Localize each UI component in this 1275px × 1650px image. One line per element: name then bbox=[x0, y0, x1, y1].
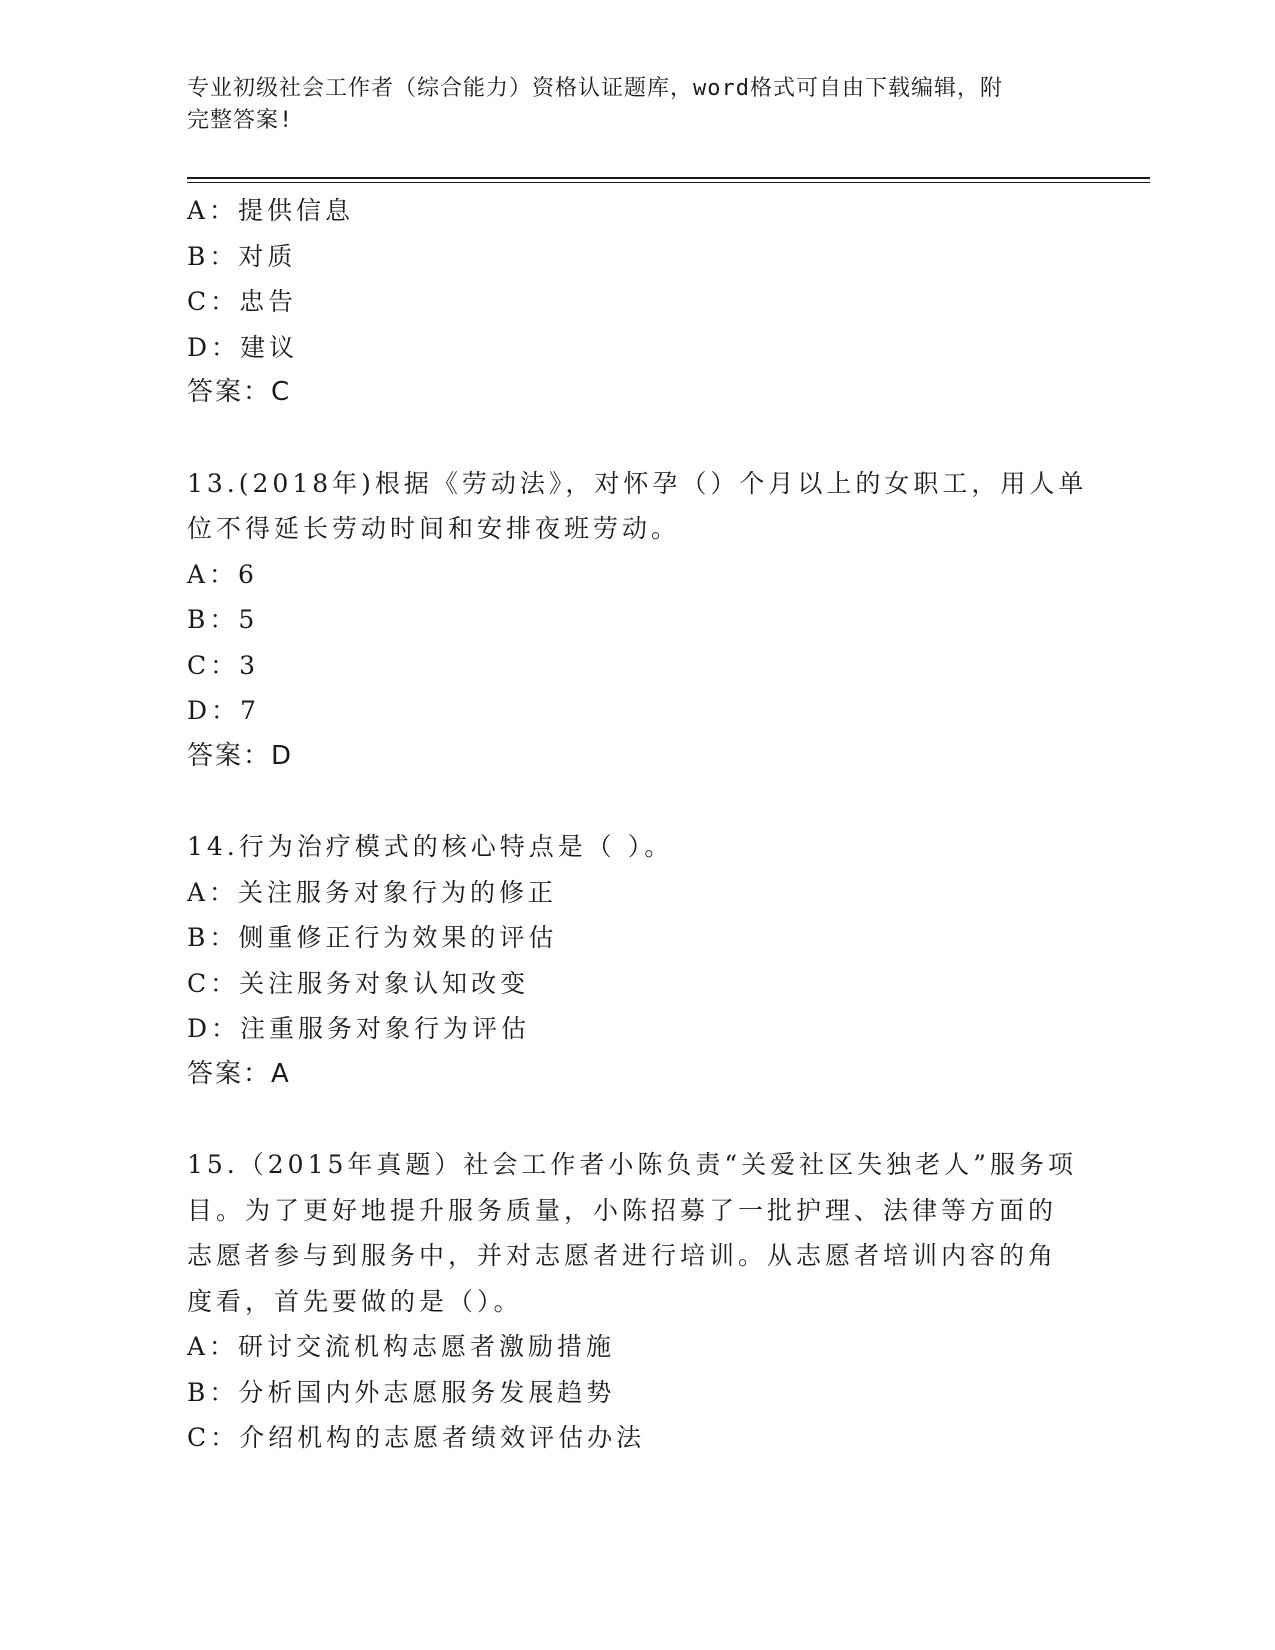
header-title-line-1: 专业初级社会工作者（综合能力）资格认证题库，word格式可自由下载编辑，附 bbox=[187, 76, 1003, 101]
question-text-line: 位不得延长劳动时间和安排夜班劳动。 bbox=[187, 514, 681, 543]
question-15 bbox=[187, 1142, 1087, 1461]
option-d: D：7 bbox=[187, 696, 260, 725]
question-text-line: 15.（2015年真题）社会工作者小陈负责“关爱社区失独老人”服务项 bbox=[187, 1150, 1077, 1179]
question-12 bbox=[187, 188, 1087, 416]
question-text-line: 度看，首先要做的是（）。 bbox=[187, 1286, 523, 1316]
option-b: B：对质 bbox=[187, 241, 297, 271]
option-b: B：分析国内外志愿服务发展趋势 bbox=[187, 1377, 616, 1407]
option-c: C：关注服务对象认知改变 bbox=[187, 968, 530, 998]
option-a: A：提供信息 bbox=[187, 196, 355, 225]
spacer bbox=[187, 779, 1087, 824]
spacer bbox=[187, 416, 1087, 461]
spacer bbox=[187, 1097, 1087, 1142]
question-text-line: 13.(2018年)根据《劳动法》，对怀孕（）个月以上的女职工，用人单 bbox=[187, 468, 1088, 498]
header-rule-thin bbox=[187, 182, 1150, 183]
question-13 bbox=[187, 461, 1087, 780]
option-d: D：注重服务对象行为评估 bbox=[187, 1014, 531, 1043]
question-text-line: 志愿者参与到服务中，并对志愿者进行培训。从志愿者培训内容的角 bbox=[187, 1241, 1058, 1270]
option-b: B：5 bbox=[187, 605, 259, 634]
header-title-line-2: 完整答案! bbox=[187, 108, 294, 133]
header-rule-thick bbox=[187, 177, 1150, 179]
answer-line: 答案：D bbox=[187, 740, 294, 771]
option-a: A：研讨交流机构志愿者激励措施 bbox=[187, 1332, 616, 1361]
question-text-line: 14.行为治疗模式的核心特点是（ ）。 bbox=[187, 832, 674, 861]
option-a: A：关注服务对象行为的修正 bbox=[187, 877, 558, 907]
option-c: C：3 bbox=[187, 650, 260, 680]
option-a: A：6 bbox=[187, 559, 258, 589]
question-content bbox=[187, 188, 1087, 1461]
question-14 bbox=[187, 824, 1087, 1097]
answer-line: 答案：A bbox=[187, 1058, 291, 1089]
option-c: C：介绍机构的志愿者绩效评估办法 bbox=[187, 1423, 646, 1452]
answer-line: 答案：C bbox=[187, 377, 292, 407]
question-text-line: 目。为了更好地提升服务质量，小陈招募了一批护理、法律等方面的 bbox=[187, 1195, 1058, 1225]
option-b: B：侧重修正行为效果的评估 bbox=[187, 923, 558, 952]
document-header bbox=[187, 73, 1067, 137]
option-d: D：建议 bbox=[187, 332, 299, 362]
option-c: C：忠告 bbox=[187, 287, 298, 316]
